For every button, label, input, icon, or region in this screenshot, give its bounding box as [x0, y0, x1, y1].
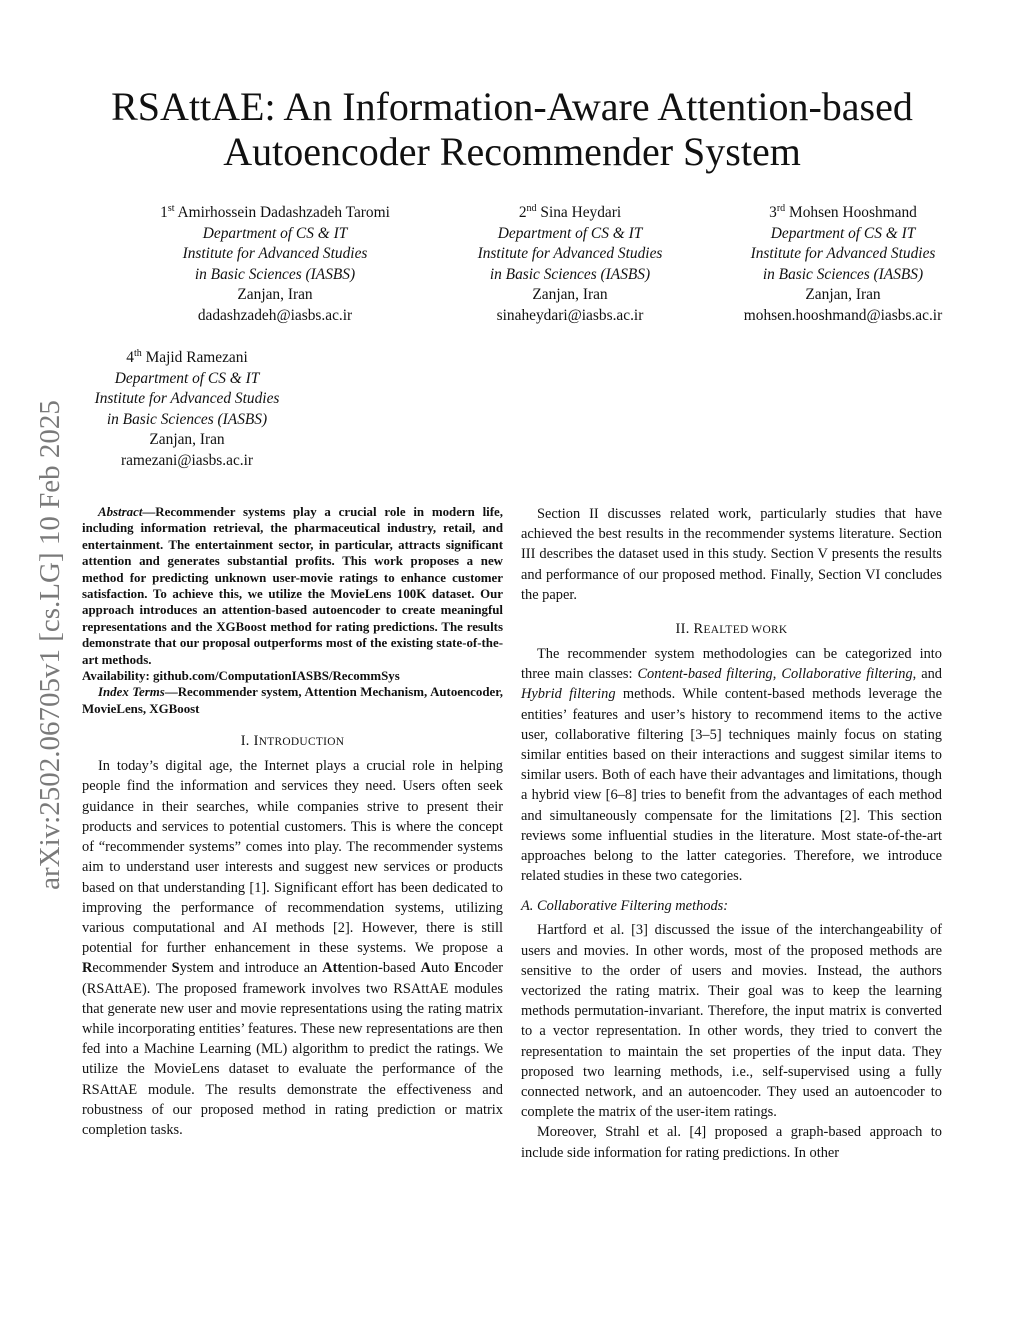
- author-city: Zanjan, Iran: [805, 286, 881, 304]
- author-department: Department of CS & IT: [202, 224, 348, 242]
- author-name: 3rd Mohsen Hooshmand: [769, 203, 917, 221]
- author-department: Department of CS & IT: [497, 224, 643, 242]
- author-name: 1st Amirhossein Dadashzadeh Taromi: [160, 203, 390, 221]
- author-email[interactable]: dadashzadeh@iasbs.ac.ir: [197, 306, 353, 324]
- abstract-text: —Recommender systems play a crucial role in modern life, including information retrieval, the pharmaceutical industry, retail, and entertainment. The entertainment sector, in particular, attracts significant attention and generates substantial profits. This work proposes a new method for predicting unknown user-movie ratings to enhance customer satisfaction. To achieve this, we utilize the MovieLens 100K dataset. Our approach introduces an attention-based autoencoder to create meaningful representations and the XGBoost method for rating predictions. The results demonstrate that our proposal outperforms most of the existing state-of-the-art methods.: [82, 505, 503, 667]
- index-terms: [82, 684, 503, 717]
- collaborative-filtering-paragraph: Hartford et al. [3] discussed the issue of the interchangeability of users and movies. In other words, most of the proposed methods are sensitive to the order of users and movies. Instead, the authors vectorized the rating matrix. Their goal was to keep the learning methods permutation-invariant. Therefore, the input matrix is converted to a vector representation. In other words, they tried to convert the representation to maintain the set properties of the input data. They proposed two learning methods, i.e., self-supervised using a fully connected network, and an autoencoder. They used an autoencoder to complete the matrix of the user-item ratings.: [521, 922, 942, 1121]
- author-institute: Institute for Advanced Studies: [182, 245, 368, 263]
- author-institute: Institute for Advanced Studies: [94, 390, 280, 408]
- author-institute: Institute for Advanced Studies: [477, 245, 663, 263]
- intro-paragraph: In today’s digital age, the Internet plays a crucial role in helping people find the information and services they need. Users often seek guidance in their searches, while companies strive to present their products and services to potential customers. This is where the concept of “recommender systems” comes into play. The recommender systems aim to understand user interests and suggest new services or products based on that understanding [1]. Significant effort has been dedicated to improving the performance of recommendation systems, utilizing various computational and AI methods [2]. However, there is still potential for further enhancement in these systems. We propose a Recommender System and introduce an Attention-based Auto Encoder (RSAttAE). The proposed framework involves two RSAttAE modules that generate new user and movie representations using the rating matrix while incorporating entities’ features. These new representations are then fed into a Machine Learning (ML) algorithm to predict the ratings. We utilize the MovieLens dataset to evaluate the performance of the RSAttAE module. The results demonstrate the effectiveness and robustness of our proposed method in rating prediction or matrix completion tasks.: [82, 758, 503, 1138]
- paper-title: RSAttAE: An Information-Aware Attention-based Autoencoder Recommender System: [111, 84, 913, 174]
- section-overview-paragraph: Section II discusses related work, particularly studies that have achieved the best results in the recommender systems literature. Section III describes the dataset used in this study. Section V presents the results and performance of our proposed method. Finally, Section VI concludes the paper.: [521, 506, 942, 603]
- author-email[interactable]: sinaheydari@iasbs.ac.ir: [496, 306, 644, 324]
- author-institute-line2: in Basic Sciences (IASBS): [194, 265, 356, 283]
- abstract-label: Abstract: [98, 505, 143, 519]
- author-department: Department of CS & IT: [770, 224, 916, 242]
- author-institute-line2: in Basic Sciences (IASBS): [762, 265, 924, 283]
- abstract: [82, 504, 503, 668]
- arxiv-identifier[interactable]: arXiv:2502.06705v1 [cs.LG] 10 Feb 2025: [34, 400, 66, 890]
- collaborative-filtering-paragraph-2: Moreover, Strahl et al. [4] proposed a graph-based approach to include side information for rating predictions. In other: [521, 1124, 942, 1161]
- subsection-heading-collaborative-filtering: A. Collaborative Filtering methods:: [521, 898, 729, 915]
- left-column: [82, 504, 503, 1140]
- author-city: Zanjan, Iran: [532, 286, 608, 304]
- author-department: Department of CS & IT: [114, 369, 260, 387]
- author-name: 2nd Sina Heydari: [518, 203, 622, 221]
- section-heading-introduction: I. INTRODUCTION: [240, 733, 345, 750]
- index-terms-label: Index Terms: [98, 685, 165, 700]
- author-city: Zanjan, Iran: [237, 286, 313, 304]
- author-institute: Institute for Advanced Studies: [750, 245, 936, 263]
- index-terms-text: —Recommender system, Attention Mechanism, Autoencoder, MovieLens, XGBoost: [82, 685, 503, 716]
- section-heading-related-work: II. REALTED WORK: [675, 621, 788, 638]
- author-3: [700, 203, 986, 327]
- author-email[interactable]: mohsen.hooshmand@iasbs.ac.ir: [743, 306, 943, 324]
- author-1: [120, 203, 430, 327]
- right-column: [521, 504, 942, 1163]
- related-work-paragraph: The recommender system methodologies can be categorized into three main classes: Content-based filtering, Collaborative filtering, and Hybrid filtering methods. While content-based methods leverage the entities’ features and user’s history to recommend items to the active user, collaborative filtering [3–5] techniques mainly focus on stating similar entities based on their interactions and suggest similar items to similar users. Both of each have their advantages and limitations, though a hybrid view [6–8] tries to benefit from the advantages of each method and simultaneously compensate for the limitations [2]. This section reviews some influential studies in the literature. Most state-of-the-art approaches belong to the latter categories. Therefore, we introduce related studies in these two categories.: [521, 646, 942, 885]
- author-name: 4th Majid Ramezani: [126, 348, 248, 366]
- author-email[interactable]: ramezani@iasbs.ac.ir: [120, 451, 254, 469]
- author-4: [72, 348, 302, 472]
- availability[interactable]: Availability: github.com/ComputationIASBS/RecommSys: [82, 669, 400, 684]
- author-city: Zanjan, Iran: [149, 431, 225, 449]
- author-2: [430, 203, 710, 327]
- author-institute-line2: in Basic Sciences (IASBS): [106, 410, 268, 428]
- author-institute-line2: in Basic Sciences (IASBS): [489, 265, 651, 283]
